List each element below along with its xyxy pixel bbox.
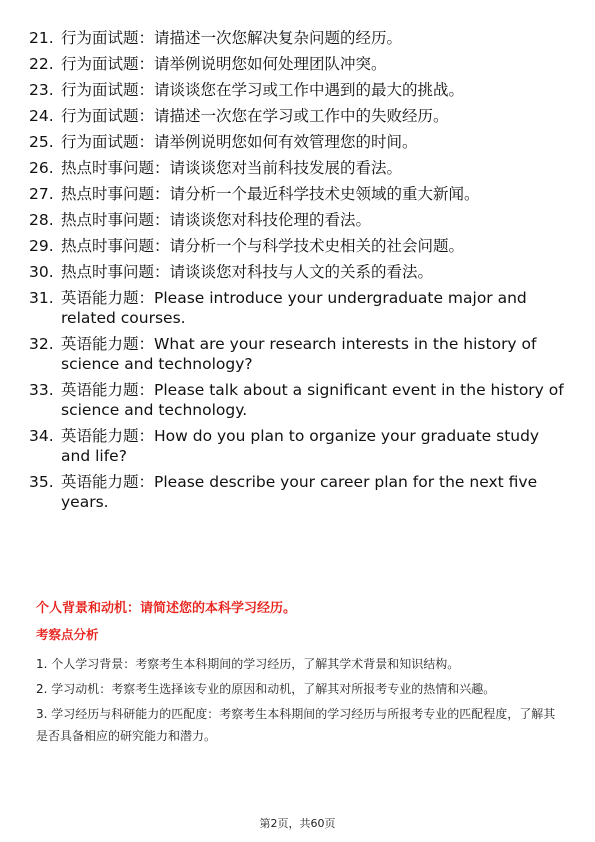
question-item	[29, 184, 569, 204]
question-number: 26.	[29, 159, 54, 177]
question-number: 33.	[29, 381, 54, 399]
question-number: 34.	[29, 427, 54, 445]
question-item	[29, 262, 569, 282]
question-number: 35.	[29, 473, 54, 491]
question-text: 英语能力题：Please introduce your undergraduate major and related courses.	[61, 289, 527, 327]
question-list	[29, 28, 569, 518]
question-number: 31.	[29, 289, 54, 307]
question-number: 23.	[29, 81, 54, 99]
question-text: 英语能力题：Please describe your career plan for the next five years.	[61, 473, 538, 511]
question-item	[29, 106, 569, 126]
question-item	[29, 54, 569, 74]
question-text: 英语能力题：How do you plan to organize your graduate study and life?	[61, 427, 540, 465]
question-text: 行为面试题：请描述一次您在学习或工作中的失败经历。	[61, 107, 449, 125]
question-item	[29, 288, 569, 328]
question-text: 热点时事问题：请谈谈您对科技与人文的关系的看法。	[61, 263, 434, 281]
question-text: 热点时事问题：请分析一个与科学技术史相关的社会问题。	[61, 237, 465, 255]
question-item	[29, 426, 569, 466]
question-item	[29, 210, 569, 230]
question-item	[29, 380, 569, 420]
question-text: 行为面试题：请举例说明您如何有效管理您的时间。	[61, 133, 418, 151]
question-item	[29, 132, 569, 152]
analysis-point: 1. 个人学习背景：考察考生本科期间的学习经历，了解其学术背景和知识结构。	[36, 657, 460, 671]
question-text: 热点时事问题：请谈谈您对当前科技发展的看法。	[61, 159, 403, 177]
question-number: 25.	[29, 133, 54, 151]
section-heading: 个人背景和动机：请简述您的本科学习经历。	[36, 601, 297, 616]
question-item	[29, 80, 569, 100]
question-item	[29, 158, 569, 178]
question-number: 29.	[29, 237, 54, 255]
question-number: 27.	[29, 185, 54, 203]
question-item	[29, 472, 569, 512]
question-text: 行为面试题：请描述一次您解决复杂问题的经历。	[61, 29, 403, 47]
question-number: 30.	[29, 263, 54, 281]
question-text: 英语能力题：Please talk about a significant event in the history of science and technology.	[61, 381, 564, 419]
question-item	[29, 334, 569, 374]
question-text: 热点时事问题：请谈谈您对科技伦理的看法。	[61, 211, 372, 229]
question-number: 32.	[29, 335, 54, 353]
question-item	[29, 28, 569, 48]
question-number: 28.	[29, 211, 54, 229]
question-text: 英语能力题：What are your research interests in the history of science and technology?	[61, 335, 537, 373]
question-number: 21.	[29, 29, 54, 47]
analysis-point: 3. 学习经历与科研能力的匹配度：考察考生本科期间的学习经历与所报考专业的匹配程度，了解其是否具备相应的研究能力和潜力。	[36, 707, 556, 743]
question-number: 22.	[29, 55, 54, 73]
analysis-title: 考察点分析	[36, 627, 99, 642]
question-text: 行为面试题：请谈谈您在学习或工作中遇到的最大的挑战。	[61, 81, 465, 99]
analysis-block	[36, 625, 566, 750]
question-text: 热点时事问题：请分析一个最近科学技术史领域的重大新闻。	[61, 185, 480, 203]
question-text: 行为面试题：请举例说明您如何处理团队冲突。	[61, 55, 387, 73]
analysis-point: 2. 学习动机：考察考生选择该专业的原因和动机，了解其对所报考专业的热情和兴趣。	[36, 682, 496, 696]
question-item	[29, 236, 569, 256]
page-number: 第2页，共60页	[259, 817, 336, 830]
question-number: 24.	[29, 107, 54, 125]
